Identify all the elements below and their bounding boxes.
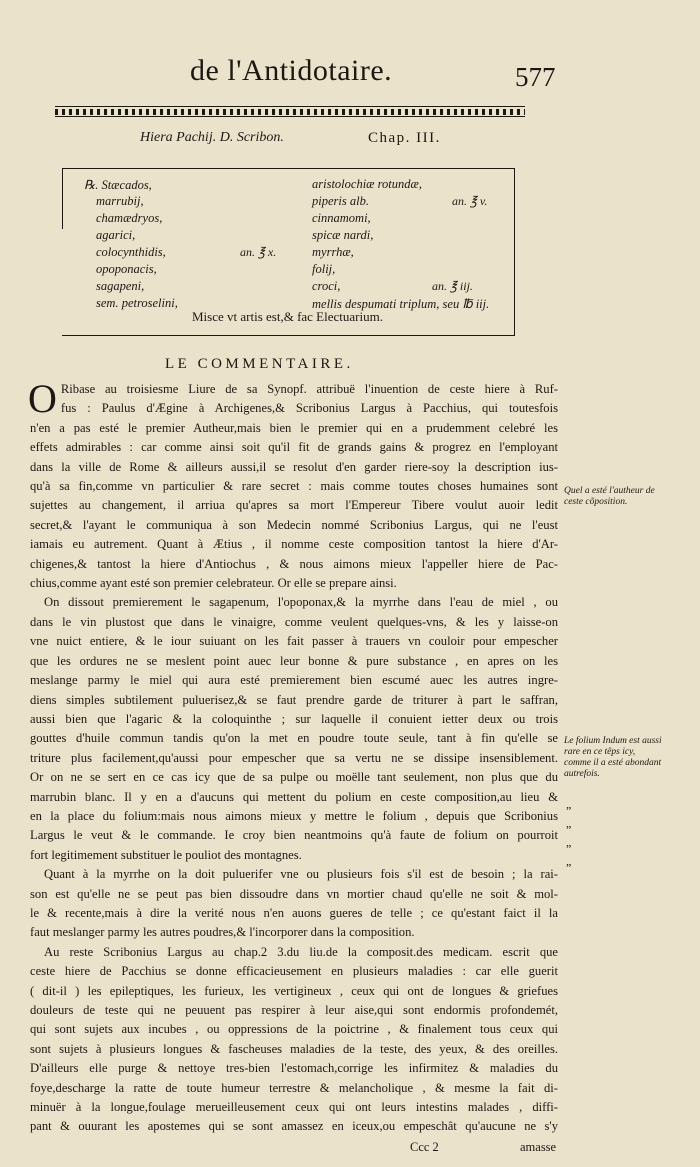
recipe-dose: an. ℥ iij. [432, 279, 473, 293]
text-line: gouttes d'huile commun tandis qu'on la met en poudre toute seule, tant à fin qu'elle se [30, 731, 558, 746]
recipe-ingredient: piperis alb. [312, 194, 369, 208]
text-line: Or on ne se sert en ce cas icy que de sa pulpe ou moëlle tant seulement, non plus que du [30, 770, 558, 785]
running-head: de l'Antidotaire. [190, 54, 393, 87]
recipe-ingredient: folij, [312, 262, 336, 276]
margin-note: Le folium Indum est aussi rare en ce têps icy, comme il a esté abondant autrefois. [564, 736, 662, 779]
text-line: fort legitimement substituer le pouliot des montagnes. [30, 847, 302, 862]
text-line: Largus le veut & le commande. Ie croy bien neantmoins qu'à faute de folium on pourroit [30, 828, 558, 843]
text-line: fus : Paulus d'Ægine à Archigenes,& Scribonius Largus à Pacchius, qui toutesfois [60, 401, 558, 416]
recipe-ingredient: myrrhæ, [312, 245, 354, 259]
page-number: 577 [515, 62, 556, 92]
commentary-body [28, 376, 558, 1137]
quote-mark: „ [566, 797, 572, 811]
text-line: meslange parmy le miel qui aura esté premierement bien escumé auec les autres ingre- [30, 673, 558, 688]
formula-title: Hiera Pachij. D. Scribon. [140, 130, 284, 145]
text-line: aussi bien que l'agaric & la coloquinthe ; sur laquelle il conuient ietter deux ou trois [30, 711, 558, 726]
commentary-heading: LE COMMENTAIRE. [165, 356, 354, 372]
text-line: dans la ville de Rome & ailleurs aussi,il se resolut d'en garder riere-soy la description ius- [30, 459, 558, 474]
text-line: Ribase au troisiesme Liure de sa Synopf. attribuë l'inuention de ceste hiere à Ruf- [60, 382, 558, 396]
recipe-ingredient: sem. petroselini, [96, 296, 178, 310]
text-line: son est qu'elle ne se peut pas bien dissoudre dans vn mortier chaud qu'elle ne soit & mol- [30, 886, 558, 901]
text-line: pant & ouurant les apostemes qui se sont amassez en iceux,ou empeschât qu'aucune ne s'y [30, 1119, 558, 1134]
recipe-ingredient: ℞. Stæcados, [84, 178, 152, 192]
text-line: chigenes,& tantost la hiere d'Antiochus , & nous aimons mieux l'appeller hiere de Pac- [30, 556, 558, 571]
recipe-ingredient: opoponacis, [96, 262, 157, 276]
text-line: Quant à la myrrhe on la doit puluerifer vne ou plusieurs fois s'il est de besoin ; la rai- [44, 867, 558, 882]
recipe-ingredient: mellis despumati triplum, seu ℔ iij. [312, 297, 490, 311]
recipe-ingredient: marrubij, [96, 194, 144, 208]
recipe-ingredient: chamædryos, [96, 211, 163, 225]
text-line: le & recente,mais à dire la verité nous n'en auons gueres de telle ; ce qu'estant faict il la [30, 905, 558, 920]
recipe-ingredient: spicæ nardi, [312, 228, 374, 242]
text-line: chius,comme ayant esté son premier celebrateur. Or elle se prepare ainsi. [30, 576, 397, 591]
text-line: ceste hiere de Pacchius se donne efficacieusement en plusieurs maladies : car elle guerit [30, 964, 558, 979]
text-line: en la place du folium:mais nous aimons mieux y mettre le folium , depuis que Scribonius [30, 808, 558, 823]
text-line: douleurs de teste qui ne peuuent pas respirer à leur aise,qui sont endormis profondemét, [30, 1003, 558, 1017]
text-line: Au reste Scribonius Largus au chap.2 3.du liu.de la composit.des medicam. escrit que [44, 944, 558, 959]
recipe-instruction: Misce vt artis est,& fac Electuarium. [192, 309, 383, 324]
text-line: qui sont sujets aux incubes , ou oppressions de la poictrine , & finalement tous ceux qui [30, 1022, 558, 1037]
recipe-ingredient: croci, [312, 279, 341, 293]
recipe-ingredient: aristolochiæ rotundæ, [312, 177, 422, 191]
recipe-ingredient: cinnamomi, [312, 211, 371, 225]
text-line: iamais eu autrement. Quant à Ætius , il nomme ceste composition tantost la hiere d'Ar- [30, 537, 558, 552]
text-line: faut meslanger parmy les autres poudres,& l'incorporer dans la composition. [30, 925, 415, 940]
recipe-dose: an. ℥ x. [240, 245, 277, 259]
ornamental-rule [55, 106, 525, 117]
margin-note: Quel a esté l'autheur de ceste cõposition. [564, 486, 655, 507]
text-line: vne nuict entiere, & le iour suiuant on les fait passer à trauers vn couloir pour empescher [30, 634, 558, 649]
text-line: foye,descharge la ratte de toute humeur terrestre & melancholique , & mesme la fait di- [30, 1080, 558, 1095]
text-line: sujettes au changement, il arriua qu'apres sa mort l'Empereur Tibere voulut auoir ledit [30, 498, 558, 513]
text-line: minuër à la longue,foulage merueilleusement ceux qui ont leurs intestins malades , diffi- [30, 1100, 558, 1115]
drop-cap: O [28, 376, 57, 421]
text-line: triture plus facilement,qu'aussi pour empescher que sa vertu ne se dissipe insensiblement. [30, 750, 558, 765]
text-line: marrubin blanc. Il y en a d'aucuns qui mettent du polium en ceste composition,au lieu & [30, 789, 558, 804]
recipe-box [62, 168, 515, 336]
chapter-label: Chap. III. [368, 130, 441, 146]
recipe-ingredient: agarici, [96, 228, 136, 242]
text-line: n'en a pas esté le premier Autheur,mais bien le premier qui en a prudemment celebré les [30, 420, 558, 435]
text-line: ( dit-il ) les epileptiques, les furieux, les vertigineux , ceux qui ont de longues & griefues [30, 983, 558, 998]
text-line: effets admirables : car comme ainsi soit qu'il fit de grands gains & progrez en l'employant [30, 440, 558, 455]
recipe-dose: an. ℥ v. [452, 194, 488, 208]
recipe-ingredient: colocynthidis, [96, 245, 166, 259]
text-line: D'ailleurs elle purge & nettoye tres-bien l'estomach,corrige les infirmitez & maladies du [30, 1061, 558, 1076]
quote-mark: „ [566, 835, 572, 849]
text-line: On dissout premierement le sagapenum, l'opoponax,& la myrrhe dans l'eau de miel , ou [44, 595, 558, 610]
catchword: amasse [520, 1140, 557, 1154]
text-line: dans le vin plustost que dans le vinaigre, comme veulent quelques-vns, & les y laisse-on [30, 614, 558, 629]
signature-mark: Ccc 2 [410, 1140, 439, 1154]
text-line: que les ordures ne se meslent point auec leur bonne & pure substance , en apres on les [30, 653, 558, 668]
text-line: qu'à sa fin,comme vn particulier & rare secret : mais comme toutes choses humaines sont [30, 479, 558, 494]
quote-mark: „ [566, 854, 572, 868]
recipe-ingredient: sagapeni, [96, 279, 145, 293]
text-line: sont sujets à plusieurs longues & fascheuses maladies de la teste, des yeux, & des oreilles. [30, 1041, 558, 1056]
text-line: diens simples subtilement puluerisez,& se faut prendre garde de triturer à part le saffran, [30, 692, 558, 707]
text-line: secret,& l'ayant le communiqua à son Medecin nommé Scribonius Largus, qui ne l'eust [30, 517, 558, 532]
quote-mark: „ [566, 816, 572, 830]
